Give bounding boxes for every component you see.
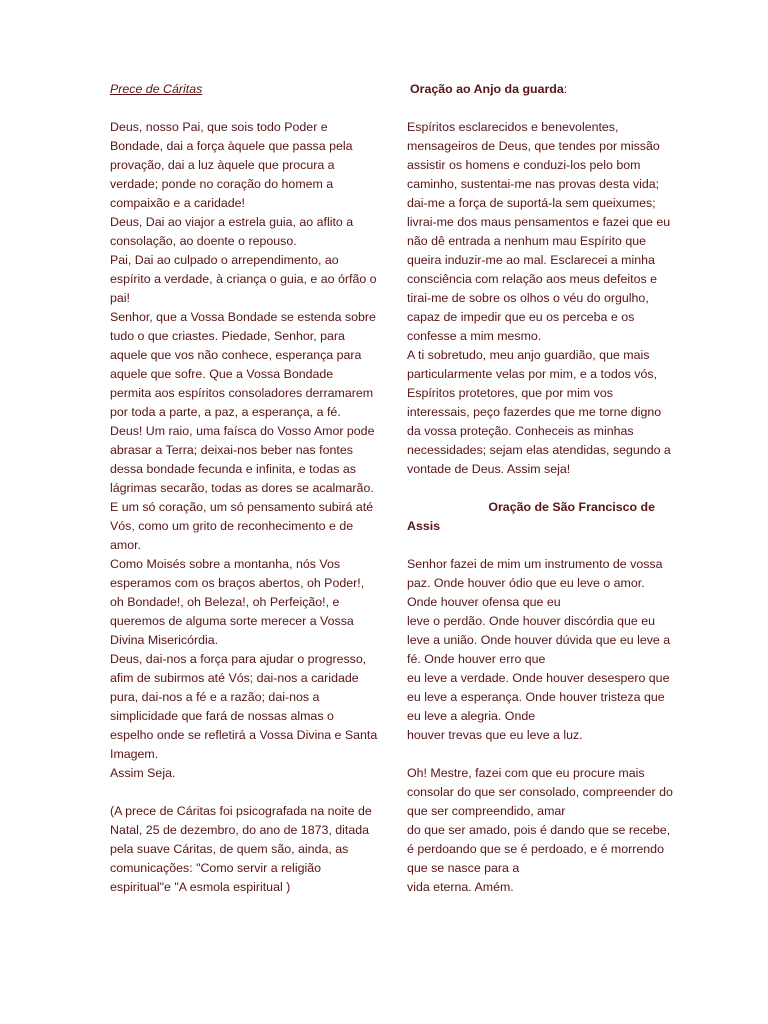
text-line: Senhor, que a Vossa Bondade se estenda sobre: [110, 310, 376, 324]
text-line: comunicações: "Como servir a religião: [110, 861, 321, 875]
text-line: do que ser amado, pois é dando que se recebe,: [407, 823, 671, 837]
text-line: afim de subirmos até Vós; dai-nos a caridade: [110, 671, 359, 685]
title-colon: :: [563, 82, 568, 96]
text-line: Pai, Dai ao culpado o arrependimento, ao: [110, 253, 339, 267]
text-line: aquele que vos não conhece, esperança para: [110, 348, 362, 362]
text-line: verdade; ponde no coração do homem a: [110, 177, 334, 191]
text-line: vontade de Deus. Assim seja!: [407, 462, 571, 476]
text-line: houver trevas que eu leve a luz.: [407, 728, 583, 742]
text-line: compaixão e a caridade!: [110, 196, 246, 210]
sao-francisco-title: Oração de São Francisco de: [488, 500, 655, 514]
text-line: abrasar a Terra; deixai-nos beber nas fontes: [110, 443, 353, 457]
text-line: simplicidade que fará de nossas almas o: [110, 709, 334, 723]
oh-mestre-body: [407, 764, 673, 897]
text-line: provação, dai a luz àquele que procura a: [110, 158, 335, 172]
text-line: Deus, nosso Pai, que sois todo Poder e: [110, 120, 328, 134]
text-line: Deus, Dai ao viajor a estrela guia, ao aflito a: [110, 215, 354, 229]
prece-de-caritas-note: [110, 802, 372, 897]
spacer: [110, 783, 368, 802]
text-line: tirai-me de sobre os olhos o véu do orgulho,: [407, 291, 649, 305]
left-column: [110, 80, 378, 897]
sao-francisco-title-continued: Assis: [407, 519, 441, 533]
text-line: eu leve a alegria. Onde: [407, 709, 536, 723]
text-line: necessidades; sejam elas atendidas, segundo a: [407, 443, 671, 457]
anjo-da-guarda-title-text: Oração ao Anjo da guarda: [410, 82, 564, 96]
text-line: consolar do que ser consolado, compreender do: [407, 785, 673, 799]
text-line: espelho onde se refletirá a Vossa Divina e Santa: [110, 728, 378, 742]
text-line: tudo o que criastes. Piedade, Senhor, para: [110, 329, 345, 343]
text-line: é perdoando que se é perdoado, e é morrendo: [407, 842, 664, 856]
text-line: por toda a parte, a paz, a esperança, a fé.: [110, 405, 341, 419]
text-line: pela suave Cáritas, de quem são, ainda, as: [110, 842, 349, 856]
text-line: (A prece de Cáritas foi psicografada na noite de: [110, 804, 372, 818]
text-line: da vossa proteção. Conheceis as minhas: [407, 424, 634, 438]
text-line: Vós, como um grito de reconhecimento e de: [110, 519, 354, 533]
spacer: [407, 745, 659, 764]
spacer: [407, 536, 659, 555]
text-line: Senhor fazei de mim um instrumento de vossa: [407, 557, 663, 571]
text-line: esperamos com os braços abertos, oh Poder!,: [110, 576, 365, 590]
text-line: pai!: [110, 291, 130, 305]
sao-francisco-body: [407, 555, 671, 745]
text-line: Natal, 25 de dezembro, do ano de 1873, ditada: [110, 823, 370, 837]
text-line: interessais, peço fazerdes que me torne digno: [407, 405, 662, 419]
spacer: [407, 99, 659, 118]
spacer: [407, 479, 659, 498]
text-line: permita aos espíritos consoladores derramarem: [110, 386, 374, 400]
text-line: oh Bondade!, oh Beleza!, oh Perfeição!, e: [110, 595, 340, 609]
text-line: paz. Onde houver ódio que eu leve o amor.: [407, 576, 645, 590]
text-line: lágrimas secarão, todas as dores se acalmarão.: [110, 481, 374, 495]
text-line: espiritual"e "A esmola espiritual ): [110, 880, 291, 894]
text-line: que se nasce para a: [407, 861, 520, 875]
prece-de-caritas-title: Prece de Cáritas: [110, 82, 203, 96]
text-line: Deus, dai-nos a força para ajudar o progresso,: [110, 652, 367, 666]
text-line: Divina Misericórdia.: [110, 633, 219, 647]
text-line: assistir os homens e conduzi-los pelo bom: [407, 158, 641, 172]
text-line: consciência com relação aos meus defeitos e: [407, 272, 658, 286]
text-line: não dê entrada a nenhum mau Espírito que: [407, 234, 647, 248]
text-line: eu leve a esperança. Onde houver tristeza que: [407, 690, 665, 704]
text-line: mensageiros de Deus, que tendes por missão: [407, 139, 660, 153]
text-line: Oh! Mestre, fazei com que eu procure mais: [407, 766, 645, 780]
text-line: E um só coração, um só pensamento subirá até: [110, 500, 374, 514]
text-line: pura, dai-nos a fé e a razão; dai-nos a: [110, 690, 320, 704]
text-line: confesse a mim mesmo.: [407, 329, 542, 343]
anjo-da-guarda-body: [407, 118, 671, 479]
text-line: eu leve a verdade. Onde houver desespero que: [407, 671, 670, 685]
text-line: consolação, ao doente o repouso.: [110, 234, 297, 248]
text-line: leve a união. Onde houver dúvida que eu leve a: [407, 633, 671, 647]
text-line: dai-me a força de suportá-la sem queixumes;: [407, 196, 656, 210]
text-line: aquele que sofre. Que a Vossa Bondade: [110, 367, 334, 381]
text-line: livrai-me dos maus pensamentos e fazei que eu: [407, 215, 671, 229]
anjo-da-guarda-title: [407, 80, 659, 99]
prece-de-caritas-body: [110, 118, 378, 783]
spacer: [110, 99, 368, 118]
text-line: Imagem.: [110, 747, 159, 761]
text-line: Como Moisés sobre a montanha, nós Vos: [110, 557, 341, 571]
text-line: capaz de impedir que eu os perceba e os: [407, 310, 635, 324]
text-line: Bondade, dai a força àquele que passa pela: [110, 139, 353, 153]
text-line: amor.: [110, 538, 141, 552]
text-line: Espíritos protetores, que por mim vos: [407, 386, 613, 400]
text-line: queira induzir-me ao mal. Esclarecei a minha: [407, 253, 655, 267]
text-line: fé. Onde houver erro que: [407, 652, 546, 666]
text-line: particularmente velas por mim, e a todos vós,: [407, 367, 657, 381]
text-line: Espíritos esclarecidos e benevolentes,: [407, 120, 619, 134]
text-line: Assim Seja.: [110, 766, 176, 780]
text-line: A ti sobretudo, meu anjo guardião, que mais: [407, 348, 650, 362]
text-line: queremos de alguma sorte merecer a Vossa: [110, 614, 354, 628]
text-line: espírito a verdade, à criança o guia, e ao órfão o: [110, 272, 377, 286]
text-line: leve o perdão. Onde houver discórdia que eu: [407, 614, 655, 628]
text-line: dessa bondade fecunda e infinita, e todas as: [110, 462, 356, 476]
text-line: Deus! Um raio, uma faísca do Vosso Amor pode: [110, 424, 375, 438]
right-column: [407, 80, 673, 897]
text-line: que ser compreendido, amar: [407, 804, 566, 818]
text-line: vida eterna. Amém.: [407, 880, 514, 894]
text-line: Onde houver ofensa que eu: [407, 595, 561, 609]
text-line: caminho, sustentai-me nas provas desta vida;: [407, 177, 660, 191]
